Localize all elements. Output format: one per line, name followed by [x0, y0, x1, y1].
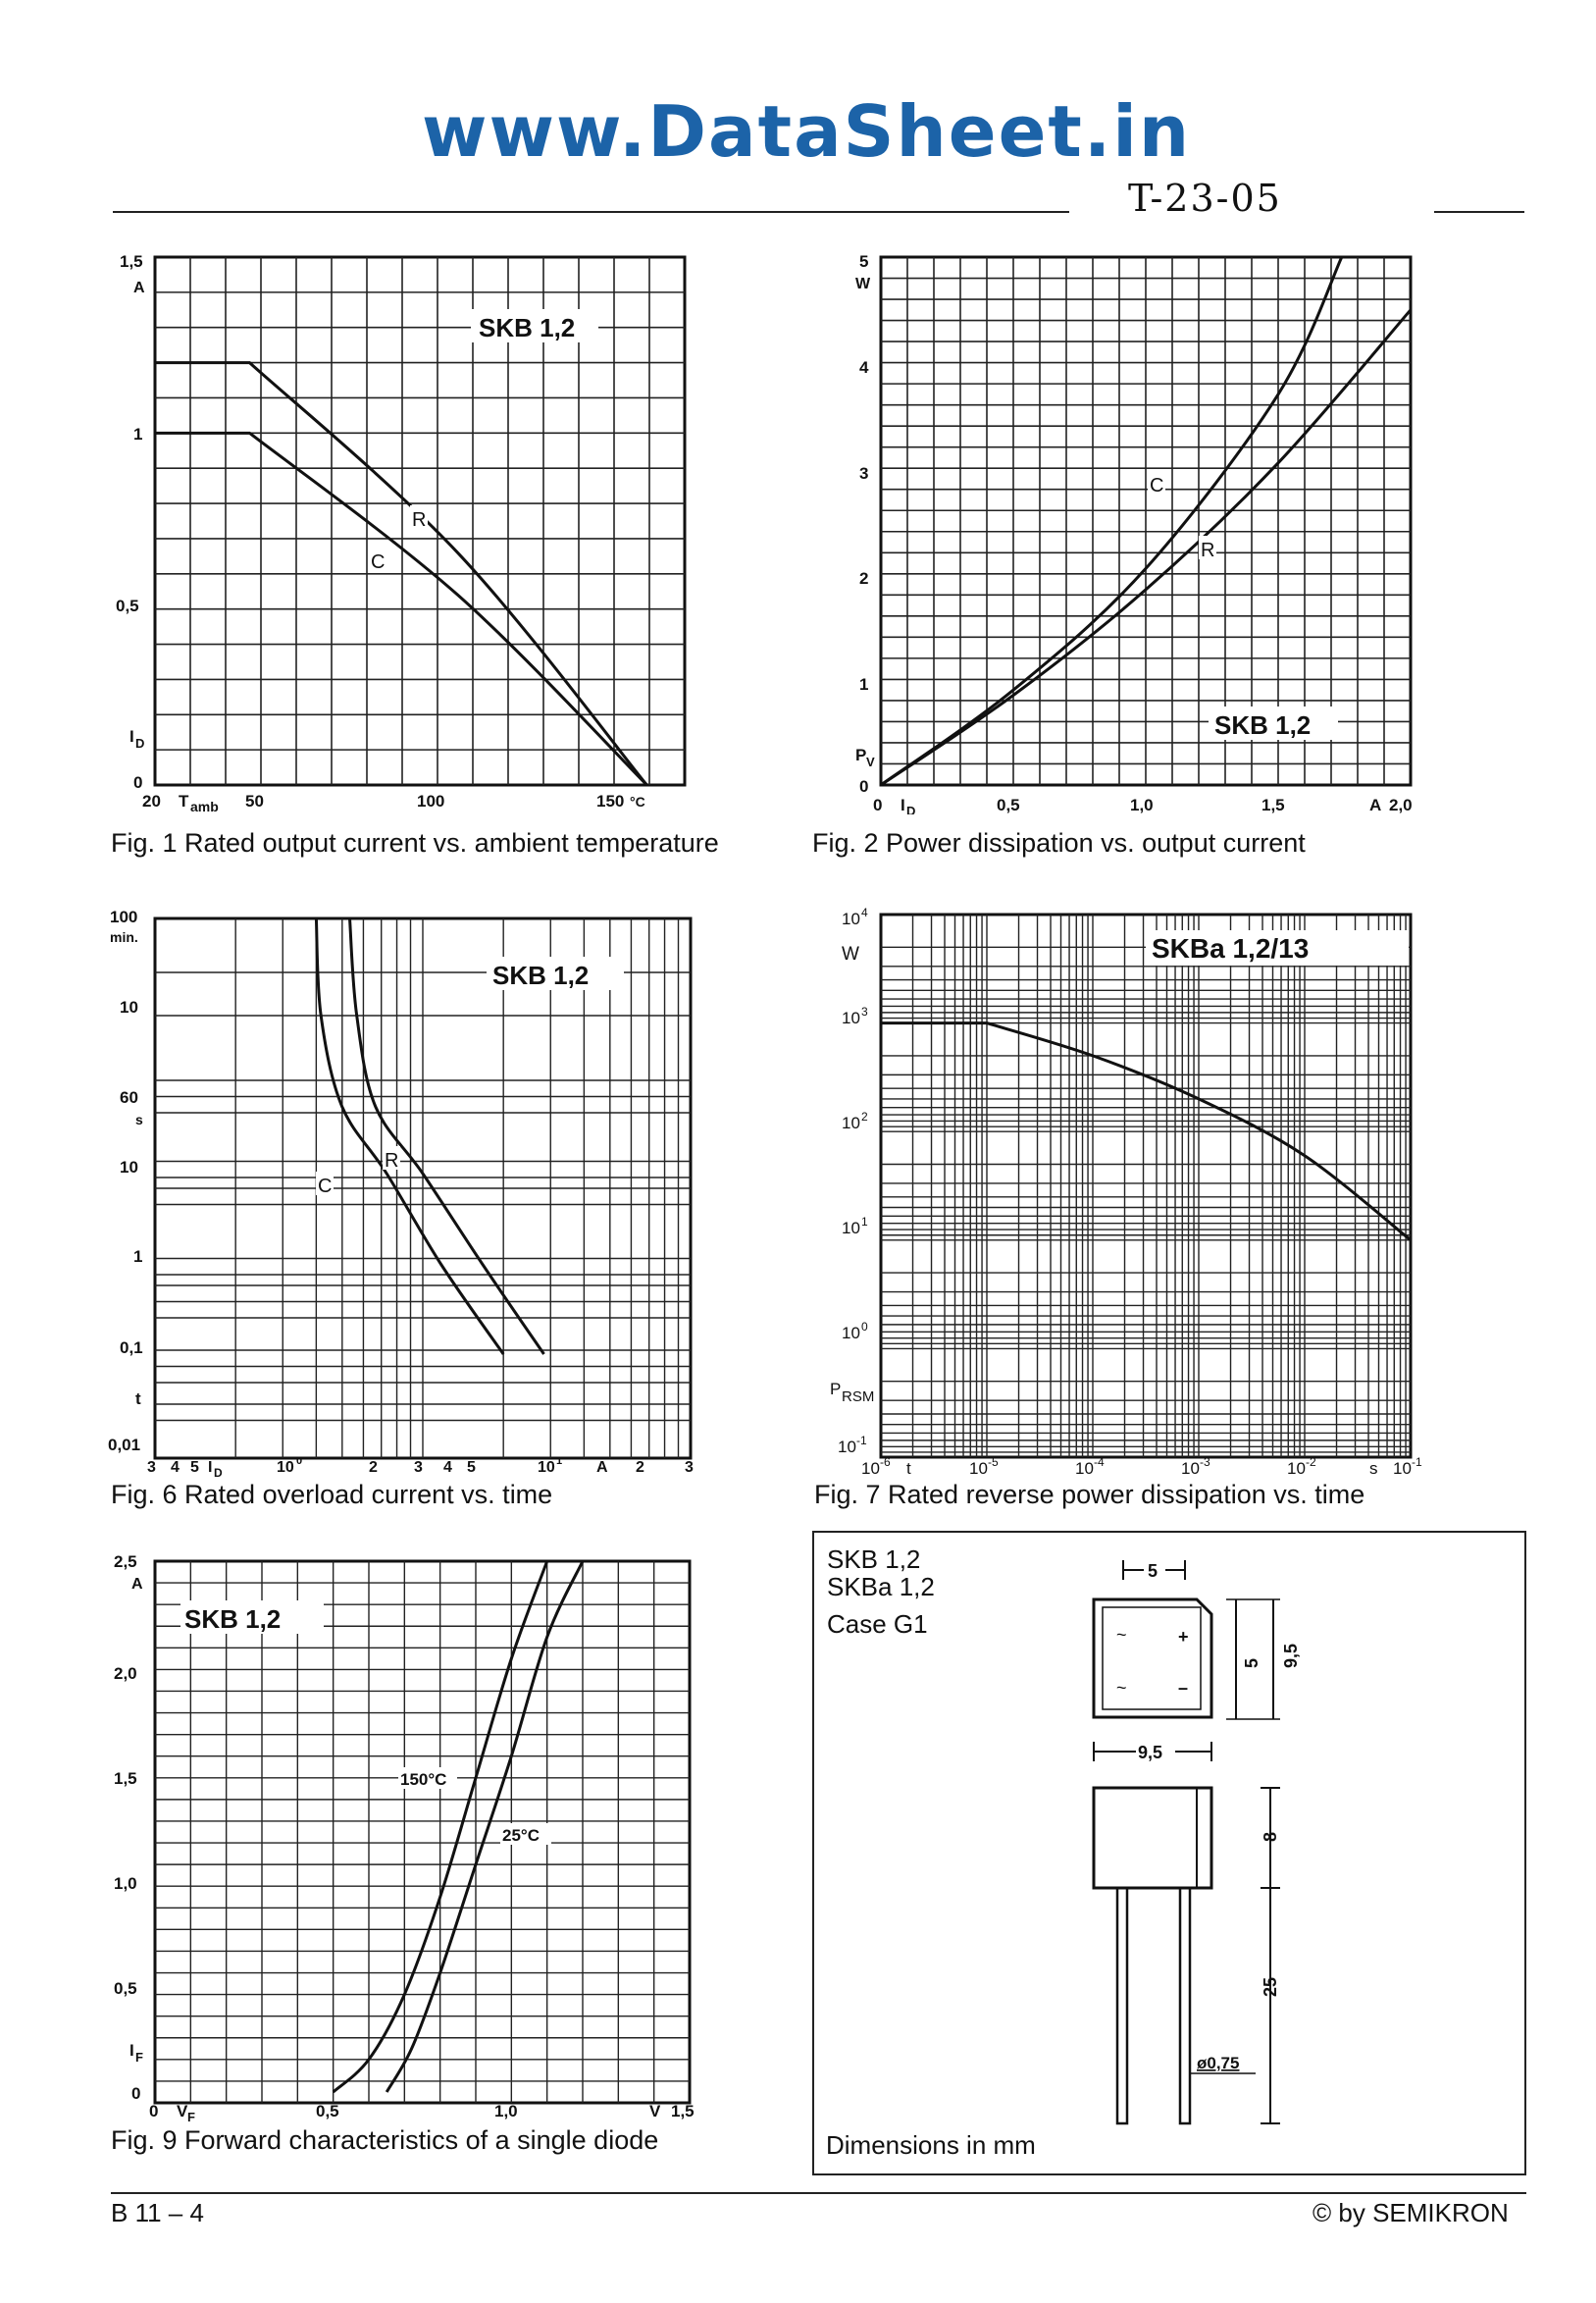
fig6-xtick-3: 3 [414, 1459, 423, 1476]
case-footer: Dimensions in mm [826, 2130, 1036, 2160]
pin-ac1: ~ [1116, 1625, 1127, 1645]
watermark: www.DataSheet.in [422, 90, 1192, 173]
fig6-xtick-10b: 10 [538, 1459, 555, 1476]
fig7-xtick-10e-1: 10 [1393, 1459, 1412, 1478]
fig6-ylabel-t: t [135, 1389, 141, 1408]
fig9-xtick-0: 0 [149, 2102, 159, 2120]
pin-minus: – [1178, 1678, 1189, 1698]
fig9-xtick-1-5: 1,5 [671, 2102, 695, 2120]
fig6-ytick-100: 100 [110, 908, 138, 926]
fig2-grid [881, 257, 1411, 785]
fig1-ylabel-i: I [129, 727, 134, 746]
dim-width: 9,5 [1138, 1743, 1163, 1762]
fig7-ytick-10e0: 10 [842, 1324, 860, 1342]
pin-plus: + [1178, 1627, 1189, 1647]
fig7-xtick-10e-6: 10 [861, 1459, 880, 1478]
fig6-xtick-4: 4 [443, 1459, 452, 1476]
fig7-ytick-10e0-exp: 0 [861, 1320, 868, 1334]
fig2-label-r: R [1201, 540, 1215, 561]
fig7-xtick-10e-3: 10 [1181, 1459, 1200, 1478]
fig7-xtick-10e-2: 10 [1287, 1459, 1306, 1478]
fig7-ylabel-p: P [830, 1380, 842, 1398]
fig6-ytick-min: min. [110, 929, 138, 945]
footer-left: B 11 – 4 [111, 2198, 204, 2227]
fig2-caption: Fig. 2 Power dissipation vs. output current [812, 828, 1306, 858]
fig7-xtick-10e-5: 10 [969, 1459, 988, 1478]
fig7-ytick-10e-1-exp: -1 [856, 1434, 867, 1447]
fig7-xtick-10e-4: 10 [1075, 1459, 1094, 1478]
fig1-label-c: C [371, 551, 386, 573]
fig2-ytick-5: 5 [859, 252, 869, 271]
header-rule-left [113, 211, 1069, 213]
fig6-ytick-10min: 10 [120, 998, 138, 1017]
fig6-xtick-3a: 3 [147, 1459, 156, 1476]
fig6-ytick-60: 60 [120, 1088, 138, 1107]
fig7-xtick-unit: s [1369, 1459, 1378, 1478]
fig2-xtick-0-5: 0,5 [997, 796, 1020, 814]
fig1-xlabel-t: T [179, 792, 189, 811]
fig1-xtick-100: 100 [417, 792, 445, 811]
fig7-chart [824, 901, 1437, 1480]
fig1-ytick-0-5: 0,5 [116, 597, 139, 615]
fig2-xtick-1-0: 1,0 [1130, 796, 1154, 814]
fig1-ytick-1-5: 1,5 [120, 252, 143, 271]
fig2-xlabel-i: I [901, 796, 905, 814]
fig6-grid [155, 918, 691, 1458]
fig1-chart [98, 245, 706, 814]
fig9-ytick-0-5: 0,5 [114, 1979, 137, 1998]
fig2-ytick-0: 0 [859, 777, 869, 796]
fig6-xtick-2b: 2 [636, 1459, 644, 1476]
fig6-title: SKB 1,2 [492, 961, 590, 990]
fig9-ytick-1-5: 1,5 [114, 1769, 137, 1788]
fig2-ytick-unit: W [855, 276, 871, 292]
fig9-xtick-unit: V [649, 2102, 661, 2120]
fig6-label-c: C [318, 1176, 333, 1197]
fig9-ylabel-sub: F [135, 2050, 143, 2065]
header-rule-right [1434, 211, 1524, 213]
fig1-xtick-150: 150 [596, 792, 625, 811]
fig1-title: SKB 1,2 [479, 313, 576, 342]
case-line-3: Case G1 [827, 1609, 928, 1639]
fig6-xtick-4a: 4 [171, 1459, 180, 1476]
fig6-xlabel-i: I [208, 1459, 213, 1476]
fig2-chart [844, 245, 1432, 814]
fig2-xlabel-sub: D [906, 804, 916, 814]
fig6-curve-c [316, 918, 503, 1354]
fig7-ytick-10e3: 10 [842, 1009, 860, 1027]
fig6-xtick-2: 2 [369, 1459, 378, 1476]
lead-right [1180, 1888, 1190, 2123]
fig6-xtick-10-exp: 0 [296, 1455, 303, 1467]
fig6-chart [98, 901, 706, 1480]
fig2-xtick-1-5: 1,5 [1261, 796, 1285, 814]
fig9-label-25: 25°C [502, 1826, 540, 1845]
fig9-yunit: A [131, 1576, 143, 1593]
fig1-xlabel-sub: amb [190, 799, 219, 814]
fig7-grid [881, 915, 1411, 1457]
fig1-ytick-0: 0 [133, 773, 143, 792]
case-side-view [1094, 1788, 1211, 1888]
dim-wire: ø0,75 [1197, 2054, 1240, 2072]
fig2-title: SKB 1,2 [1214, 710, 1312, 740]
fig7-ytick-10e-1: 10 [838, 1438, 856, 1456]
fig2-xtick-unit: A [1369, 796, 1382, 814]
fig2-ylabel-p: P [855, 746, 867, 764]
fig6-ytick-0-1: 0,1 [120, 1338, 143, 1357]
fig2-ytick-1: 1 [859, 675, 869, 694]
fig9-ytick-2-5: 2,5 [114, 1552, 137, 1571]
fig7-xtick-10e-6-exp: -6 [880, 1455, 891, 1469]
fig2-label-c: C [1150, 475, 1164, 497]
dim-right: 9,5 [1281, 1643, 1301, 1668]
fig7-xtick-10e-1-exp: -1 [1412, 1455, 1422, 1469]
fig6-xtick-5: 5 [467, 1459, 476, 1476]
fig7-xtick-10e-5-exp: -5 [988, 1455, 999, 1469]
pin-ac2: ~ [1116, 1678, 1127, 1698]
fig1-ytick-1: 1 [133, 425, 143, 444]
fig9-caption: Fig. 9 Forward characteristics of a single diode [111, 2125, 659, 2155]
fig6-ytick-0-01: 0,01 [108, 1436, 141, 1454]
fig7-xtick-10e-3-exp: -3 [1200, 1455, 1210, 1469]
fig6-label-r: R [385, 1150, 399, 1172]
fig9-ytick-1-0: 1,0 [114, 1874, 137, 1893]
fig1-xtick-50: 50 [245, 792, 264, 811]
case-line-2: SKBa 1,2 [827, 1572, 935, 1601]
fig9-curve-25 [386, 1561, 583, 2092]
case-top-view [1094, 1599, 1211, 1717]
fig1-ytick-unit: A [133, 280, 145, 296]
fig7-caption: Fig. 7 Rated reverse power dissipation vs. time [814, 1480, 1365, 1509]
fig2-ytick-4: 4 [859, 358, 869, 377]
fig2-xtick-2-0: 2,0 [1389, 796, 1413, 814]
fig7-ytick-10e3-exp: 3 [861, 1005, 868, 1019]
footer-rule [111, 2192, 1526, 2194]
fig9-xtick-1-0: 1,0 [494, 2102, 518, 2120]
fig9-xtick-0-5: 0,5 [316, 2102, 339, 2120]
fig1-label-r: R [412, 509, 427, 531]
fig9-chart [98, 1545, 711, 2129]
fig6-ytick-s: s [135, 1112, 143, 1127]
footer-right: © by SEMIKRON [1313, 2198, 1509, 2227]
fig6-xtick-unit: A [596, 1459, 608, 1476]
fig7-ylabel-sub: RSM [842, 1388, 875, 1405]
fig6-xtick-10b-exp: 1 [556, 1455, 563, 1467]
fig7-title: SKBa 1,2/13 [1152, 933, 1310, 964]
fig2-ytick-3: 3 [859, 464, 869, 483]
dim-leads: 25 [1261, 1976, 1280, 1997]
fig6-ytick-10s: 10 [120, 1158, 138, 1177]
fig1-ylabel-sub: D [135, 736, 145, 751]
fig6-xlabel-sub: D [214, 1466, 223, 1480]
fig6-caption: Fig. 6 Rated overload current vs. time [111, 1480, 553, 1509]
fig9-title: SKB 1,2 [184, 1604, 282, 1634]
fig9-xlabel-v: V [177, 2102, 188, 2120]
fig2-ytick-2: 2 [859, 569, 869, 588]
fig7-ytick-10e1-exp: 1 [861, 1215, 868, 1229]
fig7-ytick-10e1: 10 [842, 1219, 860, 1237]
fig9-ytick-0: 0 [131, 2084, 141, 2103]
fig9-label-150: 150°C [400, 1770, 447, 1789]
dim-inner: 5 [1242, 1657, 1261, 1668]
fig1-caption: Fig. 1 Rated output current vs. ambient temperature [111, 828, 719, 858]
fig6-xtick-3b: 3 [685, 1459, 694, 1476]
dim-top: 5 [1148, 1561, 1158, 1581]
fig9-ylabel-i: I [129, 2041, 134, 2060]
fig7-xlabel-t: t [906, 1459, 911, 1478]
fig2-xtick-0: 0 [873, 796, 883, 814]
fig7-ytick-10e2: 10 [842, 1114, 860, 1132]
fig7-xtick-10e-2-exp: -2 [1306, 1455, 1316, 1469]
case-line-1: SKB 1,2 [827, 1544, 921, 1574]
fig6-xtick-10: 10 [277, 1459, 294, 1476]
case-g1-drawing [1079, 1550, 1314, 2139]
fig6-ytick-1: 1 [133, 1247, 143, 1266]
fig9-xlabel-sub: F [187, 2110, 195, 2124]
dim-height: 8 [1261, 1831, 1280, 1842]
fig7-ytick-10e2-exp: 2 [861, 1110, 868, 1124]
fig1-xtick-unit: °C [630, 794, 645, 810]
fig7-xtick-10e-4-exp: -4 [1094, 1455, 1105, 1469]
fig7-ytick-10e4-exp: 4 [861, 906, 868, 919]
fig9-ytick-2-0: 2,0 [114, 1664, 137, 1683]
fig1-xtick-20: 20 [142, 792, 161, 811]
handwritten-code: T-23-05 [1128, 177, 1282, 220]
fig7-yunit: W [842, 944, 859, 965]
lead-left [1117, 1888, 1127, 2123]
fig7-ytick-10e4: 10 [842, 910, 860, 928]
fig2-curve-c [881, 257, 1342, 785]
fig2-ylabel-sub: V [866, 755, 875, 769]
fig6-xtick-5a: 5 [190, 1459, 199, 1476]
